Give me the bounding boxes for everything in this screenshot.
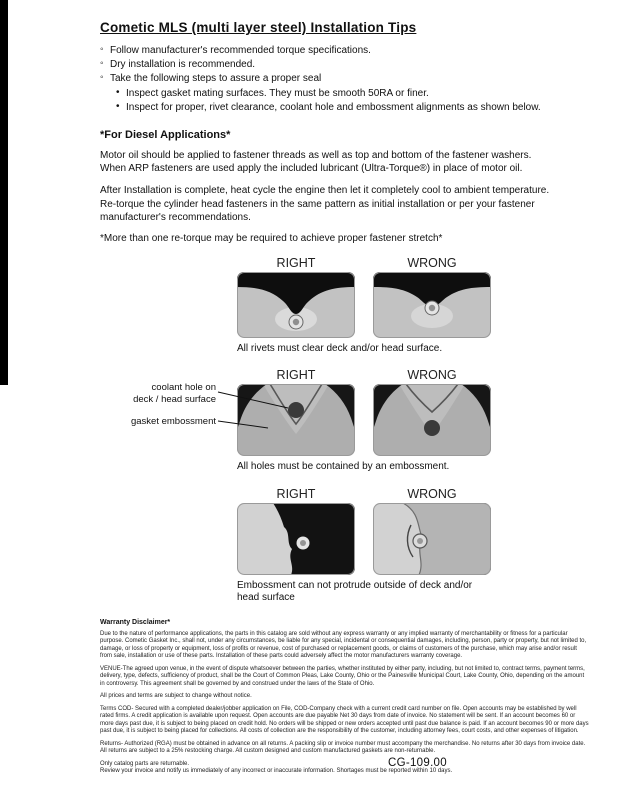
tip-item: ◦ Take the following steps to assure a proper seal: [100, 72, 570, 85]
callout-coolant-hole: coolant hole on deck / head surface: [133, 382, 216, 406]
warranty-paragraph: All prices and terms are subject to change without notice.: [100, 693, 252, 700]
figures-section: [100, 256, 590, 605]
warranty-paragraph: VENUE-The agreed upon venue, in the event of dispute whatsoever between the parties, whether instituted by either party, including, but not limited to, contract terms, payment terms, delivery, type, defects, sufficiency of product, shall be the Court of Common Pleas, Lake County, Ohio or the Painesville Municipal Court, Lake County, Ohio, depending on the amount in controversy. This agreement shall be governed by and construed under the laws of the State of Ohio.: [100, 665, 585, 687]
caption-holes: All holes must be contained by an embossment.: [237, 461, 450, 473]
warranty-paragraph: Only catalog parts are returnable.: [100, 760, 190, 767]
tip-subitem: • Inspect gasket mating surfaces. They must be smooth 50RA or finer.: [116, 87, 570, 100]
warranty-heading: Warranty Disclaimer*: [100, 618, 171, 626]
figure-embossment-right: [237, 503, 355, 575]
figure-row-rivets: [100, 256, 590, 338]
callout-gasket-embossment: gasket embossment: [130, 416, 216, 428]
tips-list: [100, 44, 570, 114]
page-title: Cometic MLS (multi layer steel) Installation Tips: [100, 20, 417, 35]
right-label: RIGHT: [276, 486, 316, 501]
figure-row-embossment: [100, 487, 590, 575]
warranty-paragraph: Due to the nature of performance applications, the parts in this catalog are sold without any express warranty or any implied warranty of merchantability or fitness for a particular purpose. Cometic Gasket Inc., shall not, under any circumstances, be liable for any special, incidental or consequential damages, including, person, party or property, but not limited to, damage, or loss of property or equipment, loss of profits or revenue, cost of purchased or replacement goods, or claims of customers of the purchase, which may arise and/or result from sale, installation or use of these parts. Installation of these parts could adversely affect the motor manufacturers warranty coverage.: [100, 630, 587, 660]
warranty-paragraph: Review your invoice and notify us immediately of any incorrect or inaccurate information. Shortages must be reported within 10 days.: [100, 768, 453, 775]
right-label: RIGHT: [276, 255, 316, 270]
wrong-label: WRONG: [407, 486, 457, 501]
figure-row-holes: [100, 368, 590, 456]
diesel-applications-heading: *For Diesel Applications*: [100, 128, 231, 141]
tip-item: ◦ Follow manufacturer's recommended torque specifications.: [100, 44, 570, 57]
figure-rivets-right: [237, 272, 355, 338]
wrong-label: WRONG: [407, 255, 457, 270]
caption-rivets: All rivets must clear deck and/or head surface.: [237, 342, 443, 354]
tip-subitem: • Inspect for proper, rivet clearance, coolant hole and embossment alignments as shown below.: [116, 101, 570, 114]
retorque-note: *More than one re-torque may be required to achieve proper fastener stretch*: [100, 232, 443, 244]
figure-holes-right: [237, 384, 355, 456]
right-label: RIGHT: [276, 368, 316, 383]
page-number: CG-109.00: [388, 757, 447, 769]
figure-embossment-wrong: [373, 503, 491, 575]
figure-rivets-wrong: [373, 272, 491, 338]
wrong-label: WRONG: [407, 368, 457, 383]
diesel-paragraph-1: Motor oil should be applied to fastener threads as well as top and bottom of the fastener washers. When ARP fasteners are used apply the included lubricant (Ultra-Torque®) in place of motor oil.: [100, 149, 532, 175]
caption-embossment: Embossment can not protrude outside of deck and/or head surface: [237, 579, 473, 604]
figure-holes-wrong: [373, 384, 491, 456]
warranty-paragraph: Terms COD- Secured with a completed dealer/jobber application on File, COD-Company check with a current credit card number on file. Open accounts may be established by well rated firms. A credit application is available upon request. Open accounts are due payable Net 30 days from date of invoice. No statement will be sent. If an account becomes 60 or more days past due, it is subject to being placed on credit hold. No orders will be shipped or new orders accepted until past due balance is paid. If an account becomes 90 or more days past due, it is subject to being placed for collections. All costs of collection are the responsibility of the customer, including attorney fees, court costs, and other expenses of litigation.: [100, 705, 589, 735]
diesel-paragraph-2: After Installation is complete, heat cycle the engine then let it completely cool to ambient temperature. Re-torque the cylinder head fasteners in the same pattern as initial installation or per your fastener manufacturer's recommendations.: [100, 185, 550, 223]
warranty-section: [100, 619, 590, 776]
tip-item: ◦ Dry installation is recommended.: [100, 58, 570, 71]
warranty-paragraph: Returns- Authorized (RGA) must be obtained in advance on all returns. A packing slip or invoice number must accompany the merchandise. No returns after 30 days from invoice date. All returns are subject to a 25% restocking charge. All custom designed and custom manufactured gaskets are non-returnable.: [100, 740, 586, 755]
